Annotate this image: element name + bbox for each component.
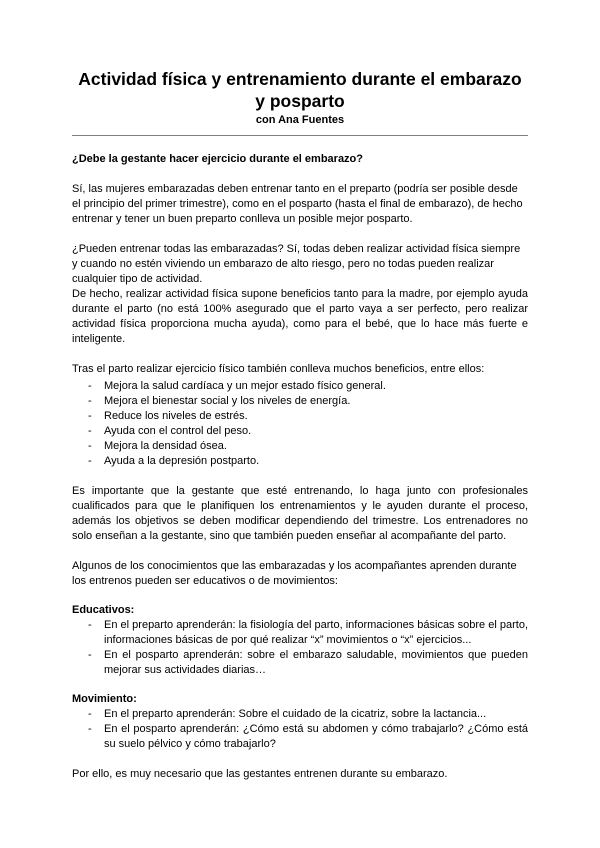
- dash-bullet: -: [88, 708, 92, 720]
- document-subtitle: con Ana Fuentes: [255, 114, 345, 126]
- movimiento-list: [72, 707, 528, 752]
- list-item: [72, 394, 528, 409]
- dash-bullet: -: [88, 410, 92, 422]
- paragraph-6: Algunos de los conocimientos que las embarazadas y los acompañantes aprenden durante los entrenos pueden ser educativos o de movimientos:: [72, 560, 517, 587]
- list-item: [72, 424, 528, 439]
- dash-bullet: -: [88, 425, 92, 437]
- paragraph-3: De hecho, realizar actividad física supone beneficios tanto para la madre, por ejemplo ayuda durante el parto (no está 100% asegurado que el parto vaya a ser perfecto, pero realizar actividad física proporciona mucha ayuda), como para el bebé, que lo hace más fuerte e inteligente.: [72, 288, 528, 345]
- list-item-text: Mejora la salud cardíaca y un mejor estado físico general.: [104, 380, 386, 392]
- list-item: [72, 618, 528, 648]
- list-item-text: En el posparto aprenderán: ¿Cómo está su abdomen y cómo trabajarlo? ¿Cómo está su suelo pélvico y cómo trabajarlo?: [104, 723, 528, 750]
- list-item: [72, 648, 528, 678]
- dash-bullet: -: [88, 455, 92, 467]
- list-item: [72, 454, 528, 469]
- list-item: [72, 409, 528, 424]
- paragraph-1: Sí, las mujeres embarazadas deben entrenar tanto en el preparto (podría ser posible desde el principio del primer trimestre), como en el posparto (hasta el final de embarazo), de hecho entrenar y tener un buen preparto conlleva un posible mejor posparto.: [72, 183, 523, 225]
- list-item-text: Ayuda con el control del peso.: [104, 425, 252, 437]
- educativos-heading: Educativos:: [72, 604, 135, 616]
- paragraph-2: ¿Pueden entrenar todas las embarazadas? Sí, todas deben realizar actividad física siempre y cuando no estén viviendo un embarazo de alto riesgo, pero no todas pueden realizar cualquier tipo de actividad.: [72, 243, 521, 285]
- document-page: [72, 68, 528, 782]
- list-item-text: En el posparto aprenderán: sobre el embarazo saludable, movimientos que pueden mejorar sus actividades diarias…: [104, 649, 528, 676]
- dash-bullet: -: [88, 440, 92, 452]
- document-title: Actividad física y entrenamiento durante el embarazo y posparto: [78, 69, 522, 111]
- section-question: ¿Debe la gestante hacer ejercicio durante el embarazo?: [72, 153, 363, 165]
- list-item: [72, 379, 528, 394]
- list-item-text: En el preparto aprenderán: la fisiología del parto, informaciones básicas sobre el parto, informaciones básicas de por qué realizar “x” movimientos o “x” ejercicios...: [104, 619, 528, 646]
- list-item: [72, 707, 528, 722]
- paragraph-7: Por ello, es muy necesario que las gestantes entrenen durante su embarazo.: [72, 768, 448, 780]
- dash-bullet: -: [88, 380, 92, 392]
- paragraph-5: Es importante que la gestante que esté entrenando, lo haga junto con profesionales cualificados para que le planifiquen los entrenamientos y le ayuden durante el proceso, además los objetivos se deben modificar dependiendo del trimestre. Los entrenadores no solo enseñan a la gestante, sino que también pueden enseñar al acompañante del parto.: [72, 485, 528, 542]
- title-divider: [72, 135, 528, 136]
- list-item-text: En el preparto aprenderán: Sobre el cuidado de la cicatriz, sobre la lactancia...: [104, 708, 487, 720]
- educativos-list: [72, 618, 528, 678]
- document-body: [72, 152, 528, 782]
- dash-bullet: -: [88, 619, 92, 631]
- list-item-text: Mejora la densidad ósea.: [104, 440, 227, 452]
- movimiento-heading: Movimiento:: [72, 693, 137, 705]
- benefits-list: [72, 379, 528, 469]
- dash-bullet: -: [88, 395, 92, 407]
- list-item-text: Mejora el bienestar social y los niveles de energía.: [104, 395, 351, 407]
- list-item: [72, 439, 528, 454]
- dash-bullet: -: [88, 649, 92, 661]
- dash-bullet: -: [88, 723, 92, 735]
- paragraph-4: Tras el parto realizar ejercicio físico también conlleva muchos beneficios, entre ellos:: [72, 363, 485, 375]
- list-item-text: Ayuda a la depresión postparto.: [104, 455, 260, 467]
- list-item-text: Reduce los niveles de estrés.: [104, 410, 248, 422]
- list-item: [72, 722, 528, 752]
